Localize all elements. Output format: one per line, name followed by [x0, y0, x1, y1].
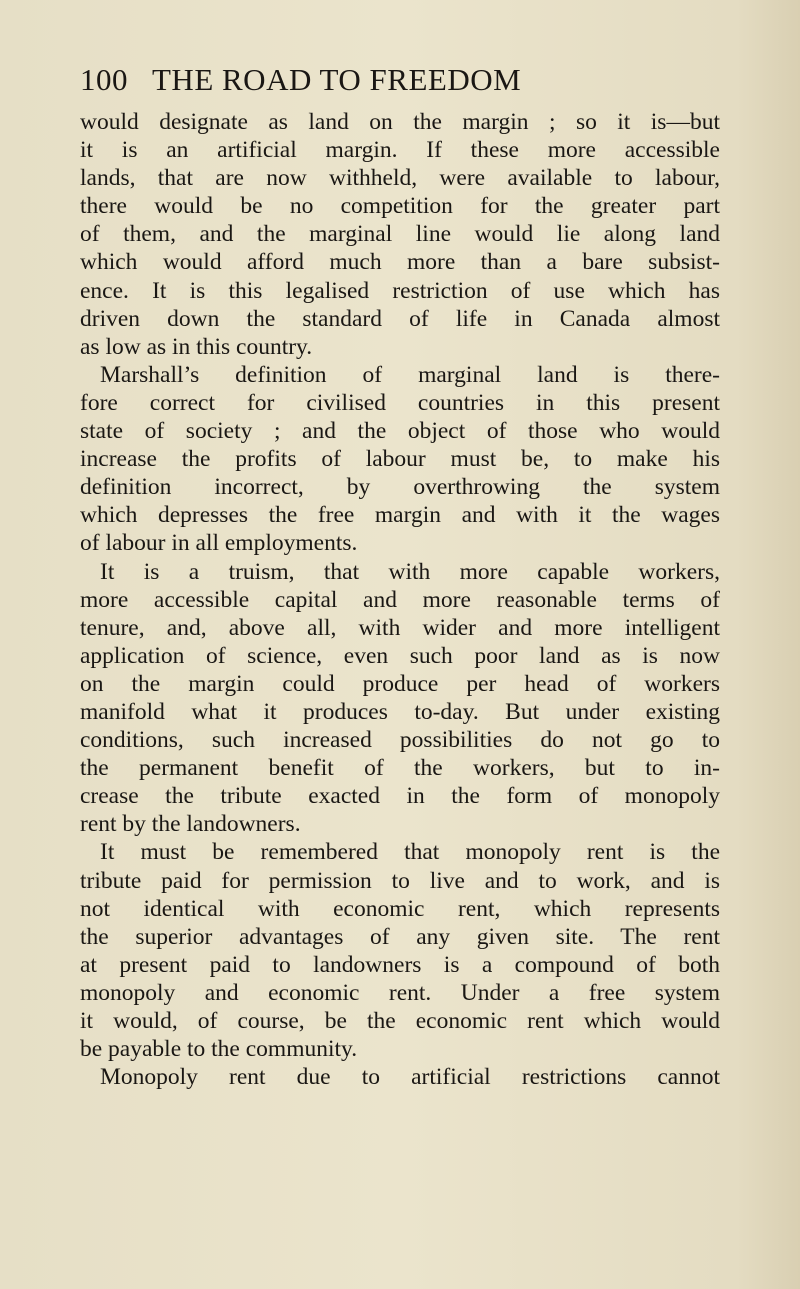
- text-line: at present paid to landowners is a compound of both: [80, 951, 720, 978]
- running-title: THE ROAD TO FREEDOM: [152, 62, 522, 97]
- text-line: would designate as land on the margin ; so it is—but: [80, 109, 720, 135]
- text-line: it would, of course, be the economic rent which would: [80, 1008, 720, 1034]
- text-line: monopoly and economic rent. Under a free system: [80, 979, 720, 1006]
- text-line: driven down the standard of life in Canada almost: [80, 305, 720, 332]
- text-line: increase the profits of labour must be, to make his: [80, 446, 720, 473]
- text-line: of labour in all employments.: [80, 530, 358, 557]
- text-line: fore correct for civilised countries in this present: [80, 389, 720, 416]
- text-line: rent by the landowners.: [80, 811, 301, 838]
- text-line: which depresses the free margin and with it the wages: [80, 502, 720, 529]
- text-line: manifold what it produces to-day. But under existing: [80, 698, 720, 725]
- text-line: tenure, and, above all, with wider and more intelligent: [80, 614, 720, 641]
- running-header: [80, 62, 720, 102]
- text-line: it is an artificial margin. If these more accessible: [80, 137, 720, 164]
- page-number: 100: [80, 62, 128, 97]
- text-line: not identical with economic rent, which represents: [80, 895, 720, 922]
- text-line: on the margin could produce per head of workers: [80, 670, 720, 697]
- text-line: definition incorrect, by overthrowing the system: [80, 474, 720, 501]
- text-line: state of society ; and the object of those who would: [80, 418, 720, 445]
- text-line: as low as in this country.: [80, 333, 313, 360]
- text-line: be payable to the community.: [80, 1036, 358, 1063]
- text-line: of them, and the marginal line would lie along land: [80, 221, 720, 248]
- text-line: the permanent benefit of the workers, but to in-: [80, 755, 720, 782]
- text-line: there would be no competition for the greater part: [80, 193, 720, 220]
- text-line: lands, that are now withheld, were available to labour,: [80, 165, 720, 192]
- text-line: more accessible capital and more reasonable terms of: [80, 586, 720, 613]
- text-line: It is a truism, that with more capable workers,: [100, 558, 720, 585]
- text-line: It must be remembered that monopoly rent is the: [100, 839, 720, 866]
- text-line: application of science, even such poor land as is now: [80, 642, 720, 669]
- body-text: [80, 108, 720, 1091]
- text-line: the superior advantages of any given site. The rent: [80, 923, 720, 950]
- text-line: tribute paid for permission to live and to work, and is: [80, 867, 720, 894]
- text-line: Monopoly rent due to artificial restrictions cannot: [100, 1064, 720, 1091]
- text-line: Marshall’s definition of marginal land is there-: [100, 361, 720, 388]
- text-line: conditions, such increased possibilities do not go to: [80, 727, 720, 754]
- text-line: crease the tribute exacted in the form of monopoly: [80, 783, 720, 810]
- text-line: which would afford much more than a bare subsist-: [80, 249, 720, 276]
- text-line: ence. It is this legalised restriction of use which has: [80, 277, 720, 304]
